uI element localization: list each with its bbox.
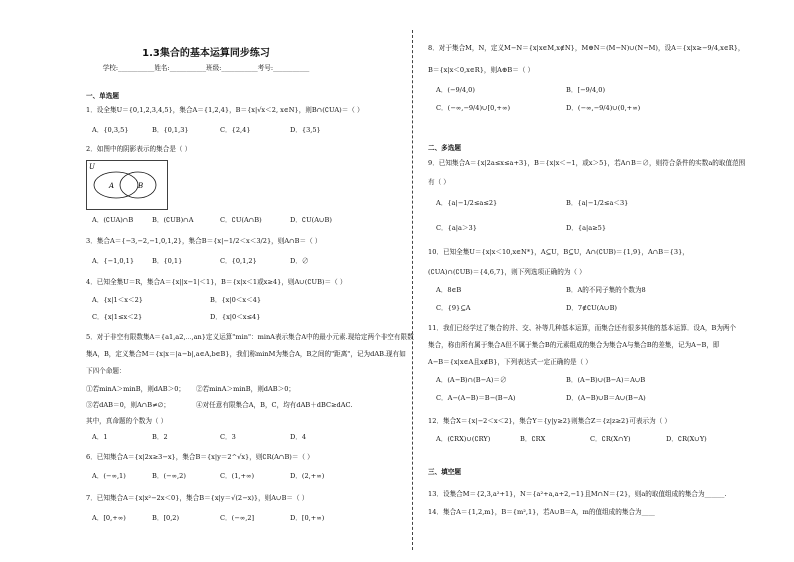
q2-option-c: C．∁U(A∩B) [220, 216, 262, 224]
q1-option-d: D．{3,5} [290, 126, 321, 134]
q8-line2: B＝{x|x＜0,x∈R}，则A⊕B＝（ ） [428, 66, 535, 74]
q11-line3: A−B＝{x|x∈A且x∉B}，下列表达式一定正确的是（ ） [428, 358, 592, 366]
q9-line1: 9．已知集合A＝{x|2a≤x≤a+3}，B＝{x|x＜−1，或x＞5}，若A∩B＝∅，则符合条件的实数a的取值范围 [428, 159, 746, 167]
q5-proposition-1: ①若minA＞minB，则dAB＞0； [86, 385, 186, 393]
q7-option-d: D．[0,+∞) [290, 514, 325, 522]
q11-option-a: A．(A−B)∩(B−A)＝∅ [436, 376, 507, 384]
q5-proposition-2: ②若minA＞minB，则dAB＞0； [196, 385, 296, 393]
venn-diagram [86, 160, 168, 210]
q1-option-c: C．{2,4} [220, 126, 251, 134]
venn-label-b: B [138, 182, 144, 190]
q12-option-d: D．∁R(X∪Y) [666, 435, 707, 443]
q7-option-a: A．[0,+∞) [92, 514, 126, 522]
q10-line1: 10．已知全集U＝{x|x＜10,x∈N*}，A⊆U，B⊆U，A∩(∁UB)＝{1,9}，A∩B＝{3}， [428, 248, 689, 256]
q6-option-b: B．(−∞,2) [152, 472, 186, 480]
q5-line1: 5．对于非空有限数集A＝{a1,a2,⋯,an}定义运算"min"：minA表示集合A中的最小元素.现给定两个非空有限数 [86, 333, 414, 341]
section-single-choice: 一、单选题 [86, 92, 119, 100]
page-title: 1.3集合的基本运算同步练习 [142, 48, 270, 59]
q11-line2: 集合，称由所有属于集合A但不属于集合B的元素组成的集合为集合A与集合B的差集，记为A−B，即 [428, 341, 720, 349]
q3-option-b: B．{0,1} [152, 257, 183, 265]
universal-set-rect [87, 161, 168, 210]
q3-stem: 3．集合A＝{−3,−2,−1,0,1,2}，集合B＝{x|−1/2＜x＜3/2}，则A∩B＝（ ） [86, 237, 322, 245]
q11-option-c: C．A−(A−B)＝B−(B−A) [436, 394, 516, 402]
q8-option-c: C．(−∞,−9/4)∪[0,+∞) [436, 104, 511, 112]
q5-count-prompt: 其中，真命题的个数为（ ） [86, 417, 168, 425]
q9-option-b: B．{a|−1/2≤a＜3} [566, 199, 629, 207]
q11-option-b: B．(A−B)∪(B−A)＝A∪B [566, 376, 646, 384]
q5-option-d: D．4 [290, 433, 307, 441]
q3-option-a: A．{−1,0,1} [92, 257, 135, 265]
q10-option-c: C．{9}⊆A [436, 304, 471, 312]
q8-option-d: D．(−∞,−9/4)∪(0,+∞) [566, 104, 641, 112]
q4-option-a: A．{x|1＜x＜2} [92, 296, 143, 304]
q8-line1: 8．对于集合M，N，定义M−N＝{x|x∈M,x∉N}，M⊕N＝(M−N)∪(N−M)，设A＝{x|x≥−9/4,x∈R}， [428, 44, 745, 52]
q2-option-b: B．(∁UB)∩A [152, 216, 194, 224]
q10-option-b: B．A的不同子集的个数为8 [566, 286, 646, 294]
q7-option-b: B．[0,2) [152, 514, 180, 522]
venn-label-a: A [109, 182, 115, 190]
q3-option-d: D．∅ [290, 257, 309, 265]
q9-option-c: C．{a|a＞3} [436, 224, 477, 232]
q10-option-d: D．7∉∁U(A∪B) [566, 304, 617, 312]
q12-option-a: A．(∁RX)∪(∁RY) [436, 435, 491, 443]
column-divider [412, 30, 413, 550]
q10-line2: (∁UA)∩(∁UB)＝{4,6,7}，则下列选项正确的为（ ） [428, 268, 586, 276]
q13-stem: 13．设集合M＝{2,3,a²+1}，N＝{a²+a,a+2,−1}且M∩N＝{2}，则a的取值组成的集合为______. [428, 490, 727, 498]
q5-line2: 集A，B，定义集合M＝{x|x＝|a−b|,a∈A,b∈B}，我们称minM为集合A，B之间的"距离"，记为dAB.现有如 [86, 350, 406, 358]
section-multi-choice: 二、多选题 [428, 144, 461, 152]
q4-option-b: B．{x|0＜x＜4} [210, 296, 262, 304]
section-fill-blank: 三、填空题 [428, 468, 461, 476]
q8-option-b: B．[−9/4,0) [566, 86, 606, 94]
q7-stem: 7．已知集合A＝{x|x²−2x＜0}，集合B＝{x|y＝√(2−x)}，则A∪B＝（ ） [86, 494, 309, 502]
q4-stem: 4．已知全集U＝R，集合A＝{x||x−1|＜1}，B＝{x|x＜1或x≥4}，则A∪(∁UB)＝（ ） [86, 278, 347, 286]
q6-stem: 6．已知集合A＝{x|2x≥3−x}，集合B＝{x|y＝2^√x}，则∁R(A∩B)＝（ ） [86, 453, 314, 461]
q11-option-d: D．(A−B)∪B＝A∪(B−A) [566, 394, 646, 402]
q2-option-a: A．(∁UA)∩B [92, 216, 134, 224]
q12-option-c: C．∁R(X∩Y) [590, 435, 631, 443]
q8-option-a: A．(−9/4,0) [436, 86, 475, 94]
q4-option-c: C．{x|1≤x＜2} [92, 313, 143, 321]
q4-option-d: D．{x|0＜x≤4} [210, 313, 261, 321]
venn-label-u: U [89, 163, 95, 171]
q9-line2: 有（ ） [428, 178, 450, 186]
q5-option-c: C．3 [220, 433, 236, 441]
q11-line1: 11．我们已经学过了集合的并、交、补等几种基本运算，而集合还有很多其他的基本运算．设A，B为两个 [428, 324, 737, 332]
q5-line3: 下四个命题： [86, 367, 126, 375]
q7-option-c: C．(−∞,2] [220, 514, 255, 522]
q2-stem: 2．如图中的阴影表示的集合是（ ） [86, 145, 192, 153]
q5-proposition-3: ③若dAB＝0，则A∩B≠∅； [86, 401, 170, 409]
q6-option-d: D．(2,+∞) [290, 472, 325, 480]
q9-option-d: D．{a|a≥5} [566, 224, 607, 232]
q6-option-c: C．(1,+∞) [220, 472, 255, 480]
q3-option-c: C．{0,1,2} [220, 257, 257, 265]
q14-stem: 14．集合A＝{1,2,m}，B＝{m²,1}，若A∪B＝A，m的值组成的集合为____ [428, 508, 655, 516]
q1-option-a: A．{0,3,5} [92, 126, 129, 134]
q1-option-b: B．{0,1,3} [152, 126, 189, 134]
q5-option-a: A．1 [92, 433, 108, 441]
q9-option-a: A．{a|−1/2≤a≤2} [436, 199, 498, 207]
q12-stem: 12．集合X＝{x|−2＜x＜2}，集合Y＝{y|y≥2}则集合Z＝{z|z≥2}可表示为（ ） [428, 417, 672, 425]
student-info: 学校:___________姓名:___________班级:___________考号:___________ [102, 64, 310, 72]
q6-option-a: A．(−∞,1) [92, 472, 126, 480]
q1-stem: 1．设全集U＝{0,1,2,3,4,5}，集合A＝{1,2,4}，B＝{x|√x＜2, x∈N}，则B∩(∁UA)＝（ ） [86, 106, 364, 114]
q5-option-b: B．2 [152, 433, 168, 441]
q5-proposition-4: ④对任意有限集合A，B，C，均有dAB＋dBC≥dAC. [196, 401, 353, 409]
q12-option-b: B．∁RX [520, 435, 546, 443]
q10-option-a: A．8∈B [436, 286, 462, 294]
q2-option-d: D．∁U(A∪B) [290, 216, 332, 224]
